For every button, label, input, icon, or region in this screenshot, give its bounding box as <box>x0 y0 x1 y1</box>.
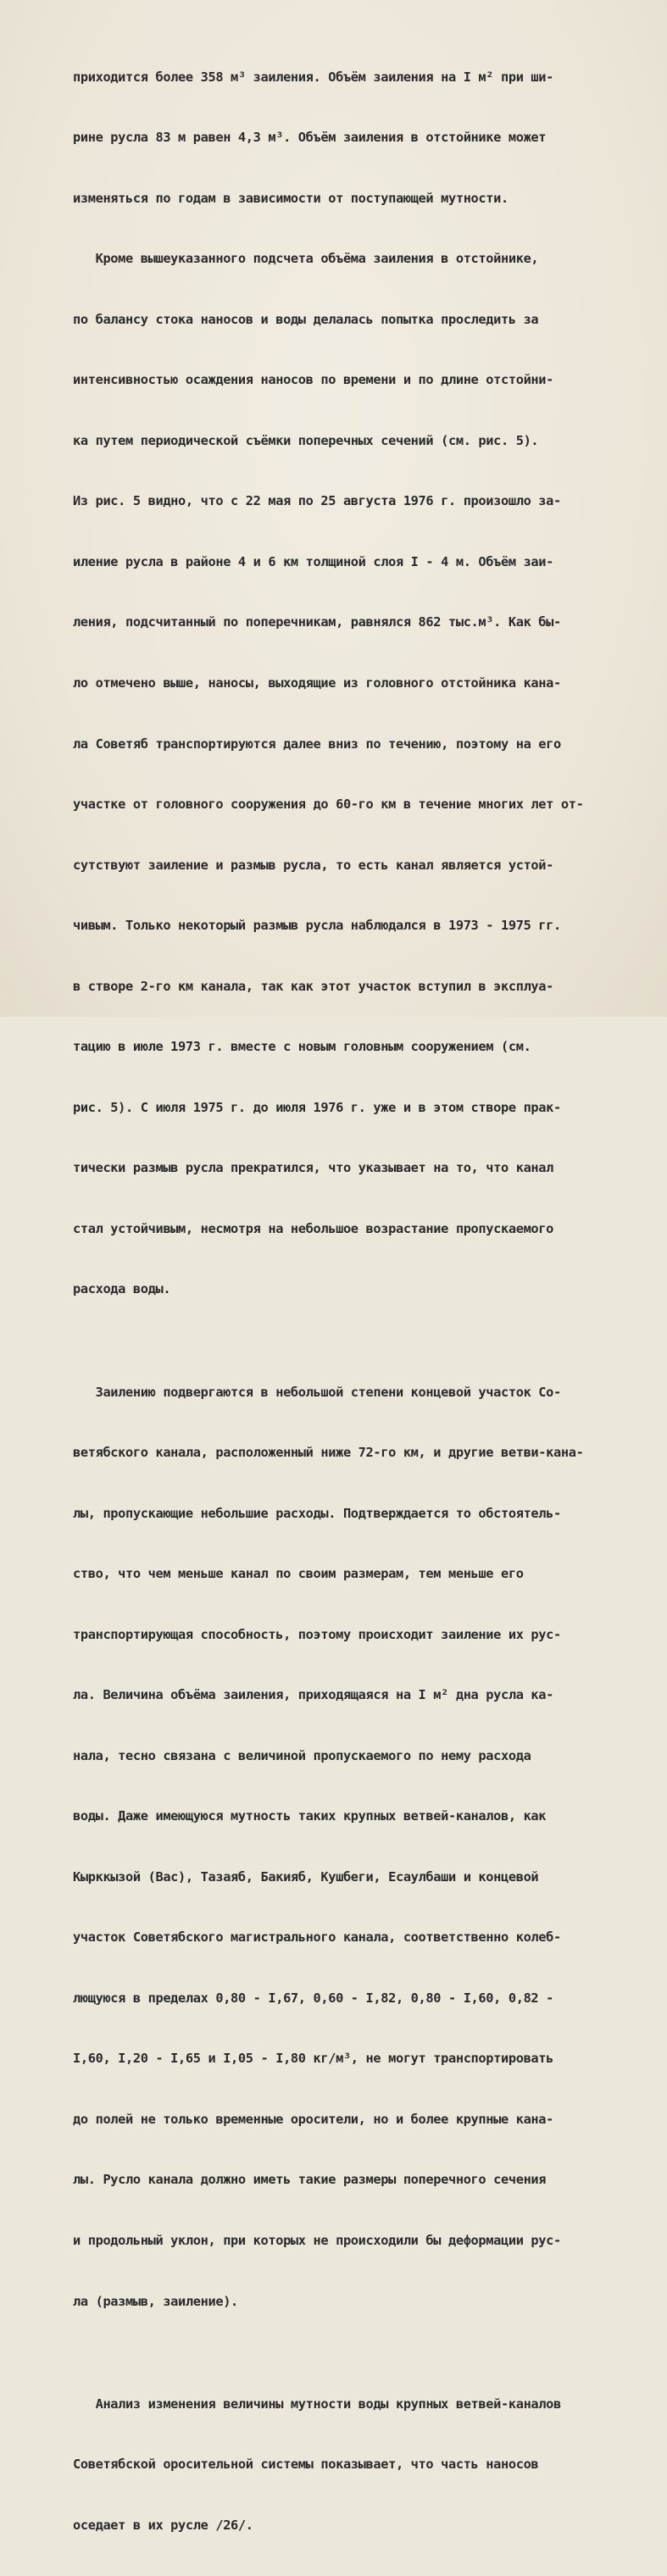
text-line: ло отмечено выше, наносы, выходящие из головного отстойника кана- <box>73 675 561 691</box>
text-line: транспортирующая способность, поэтому происходит заиление их рус- <box>73 1626 561 1642</box>
text-line: Советябской оросительной системы показывает, что часть наносов <box>73 2457 539 2473</box>
text-line: сутствуют заиление и размыв русла, то есть канал является устой- <box>73 857 554 873</box>
text-line: лы, пропускающие небольшие расходы. Подтверждается то обстоятель- <box>73 1505 561 1521</box>
text-line: участок Советябского магистрального канала, соответственно колеб- <box>73 1929 561 1946</box>
text-line: ла Советяб транспортируются далее вниз по течению, поэтому на его <box>73 736 561 752</box>
text-line: лющуюся в пределах 0,80 - I,67, 0,60 - I,82, 0,80 - I,60, 0,82 - <box>73 1990 554 2006</box>
text-line: и продольный уклон, при которых не происходили бы деформации рус- <box>73 2232 561 2248</box>
text-line: ления, подсчитанный по поперечникам, равнялся 862 тыс.м³. Как бы- <box>73 614 561 630</box>
text-line: по балансу стока наносов и воды делалась попытка проследить за <box>73 311 539 327</box>
text-line: приходится более 358 м³ заиления. Объём заиления на I м² при ши- <box>73 69 554 85</box>
text-line: расхода воды. <box>73 1281 171 1297</box>
body-text <box>73 27 649 2576</box>
text-line: чивым. Только некоторый размыв русла наблюдался в 1973 - 1975 гг. <box>73 918 561 934</box>
text-line: тически размыв русла прекратился, что указывает на то, что канал <box>73 1160 554 1176</box>
text-line: лы. Русло канала должно иметь такие размеры поперечного сечения <box>73 2172 547 2188</box>
text-line: изменяться по годам в зависимости от поступающей мутности. <box>73 190 509 206</box>
text-line: Кырккызой (Вас), Тазаяб, Бакияб, Кушбеги, Есаулбаши и концевой <box>73 1868 539 1885</box>
text-line: ветябского канала, расположенный ниже 72-го км, и другие ветви-кана- <box>73 1445 584 1461</box>
text-line: воды. Даже имеющуюся мутность таких крупных ветвей-каналов, как <box>73 1808 547 1824</box>
text-line: тацию в июле 1973 г. вместе с новым головным сооружением (см. <box>73 1039 531 1055</box>
text-line: Кроме вышеуказанного подсчета объёма заиления в отстойнике, <box>73 251 539 267</box>
paragraph-gap <box>73 1341 649 1342</box>
text-line: рине русла 83 м равен 4,3 м³. Объём заиления в отстойнике может <box>73 130 547 146</box>
text-line: оседает в их русле /26/. <box>73 2517 253 2533</box>
text-line: до полей не только временные оросители, но и более крупные кана- <box>73 2111 554 2127</box>
text-line: ство, что чем меньше канал по своим размерам, тем меньше его <box>73 1566 524 1582</box>
text-line: нала, тесно связана с величиной пропускаемого по нему расхода <box>73 1747 531 1763</box>
text-line: интенсивностью осаждения наносов по времени и по длине отстойни- <box>73 372 554 388</box>
text-line: Из рис. 5 видно, что с 22 мая по 25 августа 1976 г. произошло за- <box>73 493 561 509</box>
text-line: участке от головного сооружения до 60-го км в течение многих лет от- <box>73 797 584 813</box>
text-line: Заилению подвергаются в небольшой степени концевой участок Со- <box>73 1384 561 1400</box>
text-line: иление русла в районе 4 и 6 км толщиной слоя I - 4 м. Объём заи- <box>73 553 554 569</box>
text-line: ла. Величина объёма заиления, приходящаяся на I м² дна русла ка- <box>73 1687 554 1703</box>
text-line: в створе 2-го км канала, так как этот участок вступил в эксплуа- <box>73 978 554 994</box>
paragraph-gap <box>73 2352 649 2354</box>
text-line: I,60, I,20 - I,65 и I,05 - I,80 кг/м³, не могут транспортировать <box>73 2051 554 2067</box>
text-line: ка путем периодической съёмки поперечных сечений (см. рис. 5). <box>73 432 539 448</box>
text-line: стал устойчивым, несмотря на небольшое возрастание пропускаемого <box>73 1220 554 1236</box>
text-line: рис. 5). С июля 1975 г. до июля 1976 г. уже и в этом створе прак- <box>73 1099 561 1115</box>
text-line: Анализ изменения величины мутности воды крупных ветвей-каналов <box>73 2396 561 2412</box>
text-line: ла (размыв, заиление). <box>73 2293 238 2309</box>
